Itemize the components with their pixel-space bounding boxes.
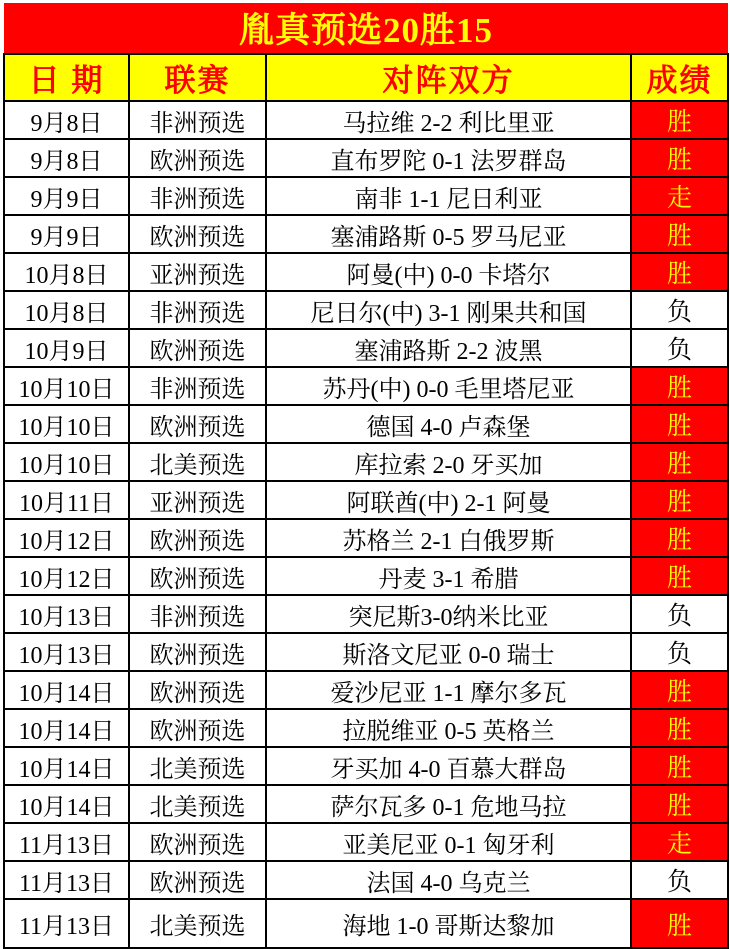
result-cell: 胜 bbox=[631, 557, 728, 595]
date-cell: 10月10日 bbox=[4, 367, 129, 405]
result-cell: 胜 bbox=[631, 443, 728, 481]
league-cell: 北美预选 bbox=[129, 785, 266, 823]
result-cell: 胜 bbox=[631, 481, 728, 519]
result-cell: 胜 bbox=[631, 367, 728, 405]
title-row bbox=[4, 3, 728, 54]
date-cell: 10月13日 bbox=[4, 595, 129, 633]
result-cell: 胜 bbox=[631, 101, 728, 139]
match-cell: 法国 4-0 乌克兰 bbox=[266, 861, 631, 899]
league-cell: 欧洲预选 bbox=[129, 823, 266, 861]
league-cell: 非洲预选 bbox=[129, 595, 266, 633]
match-cell: 南非 1-1 尼日利亚 bbox=[266, 177, 631, 215]
match-cell: 亚美尼亚 0-1 匈牙利 bbox=[266, 823, 631, 861]
match-row bbox=[4, 291, 728, 329]
match-row bbox=[4, 747, 728, 785]
col-header-date: 日 期 bbox=[4, 54, 129, 101]
league-cell: 欧洲预选 bbox=[129, 861, 266, 899]
result-cell: 负 bbox=[631, 595, 728, 633]
date-cell: 10月8日 bbox=[4, 253, 129, 291]
league-cell: 欧洲预选 bbox=[129, 519, 266, 557]
match-cell: 尼日尔(中) 3-1 刚果共和国 bbox=[266, 291, 631, 329]
match-row bbox=[4, 215, 728, 253]
result-cell: 胜 bbox=[631, 139, 728, 177]
match-row bbox=[4, 405, 728, 443]
date-cell: 9月8日 bbox=[4, 101, 129, 139]
match-row bbox=[4, 823, 728, 861]
match-row bbox=[4, 101, 728, 139]
match-cell: 苏格兰 2-1 白俄罗斯 bbox=[266, 519, 631, 557]
result-cell: 走 bbox=[631, 823, 728, 861]
match-cell: 牙买加 4-0 百慕大群岛 bbox=[266, 747, 631, 785]
match-cell: 马拉维 2-2 利比里亚 bbox=[266, 101, 631, 139]
match-row bbox=[4, 633, 728, 671]
league-cell: 非洲预选 bbox=[129, 367, 266, 405]
date-cell: 10月10日 bbox=[4, 443, 129, 481]
match-cell: 海地 1-0 哥斯达黎加 bbox=[266, 899, 631, 948]
league-cell: 欧洲预选 bbox=[129, 329, 266, 367]
league-cell: 欧洲预选 bbox=[129, 633, 266, 671]
league-cell: 亚洲预选 bbox=[129, 481, 266, 519]
league-cell: 欧洲预选 bbox=[129, 671, 266, 709]
match-cell: 阿曼(中) 0-0 卡塔尔 bbox=[266, 253, 631, 291]
league-cell: 北美预选 bbox=[129, 899, 266, 948]
match-row bbox=[4, 557, 728, 595]
match-cell: 突尼斯3-0纳米比亚 bbox=[266, 595, 631, 633]
result-cell: 胜 bbox=[631, 785, 728, 823]
match-row bbox=[4, 367, 728, 405]
match-row bbox=[4, 253, 728, 291]
result-cell: 胜 bbox=[631, 747, 728, 785]
date-cell: 11月13日 bbox=[4, 823, 129, 861]
result-cell: 胜 bbox=[631, 405, 728, 443]
league-cell: 非洲预选 bbox=[129, 101, 266, 139]
match-row bbox=[4, 519, 728, 557]
league-cell: 欧洲预选 bbox=[129, 709, 266, 747]
result-cell: 负 bbox=[631, 291, 728, 329]
match-row bbox=[4, 481, 728, 519]
match-cell: 爱沙尼亚 1-1 摩尔多瓦 bbox=[266, 671, 631, 709]
match-cell: 阿联酋(中) 2-1 阿曼 bbox=[266, 481, 631, 519]
match-cell: 塞浦路斯 2-2 波黑 bbox=[266, 329, 631, 367]
col-header-match: 对阵双方 bbox=[266, 54, 631, 101]
league-cell: 亚洲预选 bbox=[129, 253, 266, 291]
match-cell: 德国 4-0 卢森堡 bbox=[266, 405, 631, 443]
match-row bbox=[4, 861, 728, 899]
date-cell: 9月8日 bbox=[4, 139, 129, 177]
date-cell: 11月13日 bbox=[4, 861, 129, 899]
result-cell: 负 bbox=[631, 861, 728, 899]
col-header-league: 联赛 bbox=[129, 54, 266, 101]
result-cell: 胜 bbox=[631, 899, 728, 948]
date-cell: 10月14日 bbox=[4, 785, 129, 823]
match-cell: 丹麦 3-1 希腊 bbox=[266, 557, 631, 595]
match-cell: 苏丹(中) 0-0 毛里塔尼亚 bbox=[266, 367, 631, 405]
header-row bbox=[4, 54, 728, 101]
result-cell: 负 bbox=[631, 633, 728, 671]
match-row bbox=[4, 329, 728, 367]
league-cell: 北美预选 bbox=[129, 747, 266, 785]
match-cell: 拉脱维亚 0-5 英格兰 bbox=[266, 709, 631, 747]
date-cell: 10月9日 bbox=[4, 329, 129, 367]
match-row bbox=[4, 709, 728, 747]
date-cell: 10月11日 bbox=[4, 481, 129, 519]
date-cell: 10月10日 bbox=[4, 405, 129, 443]
match-row bbox=[4, 671, 728, 709]
result-cell: 胜 bbox=[631, 215, 728, 253]
date-cell: 10月14日 bbox=[4, 747, 129, 785]
league-cell: 非洲预选 bbox=[129, 291, 266, 329]
match-cell: 库拉索 2-0 牙买加 bbox=[266, 443, 631, 481]
league-cell: 非洲预选 bbox=[129, 177, 266, 215]
match-row bbox=[4, 595, 728, 633]
prediction-table bbox=[3, 3, 729, 949]
date-cell: 10月12日 bbox=[4, 519, 129, 557]
match-cell: 塞浦路斯 0-5 罗马尼亚 bbox=[266, 215, 631, 253]
match-cell: 斯洛文尼亚 0-0 瑞士 bbox=[266, 633, 631, 671]
league-cell: 北美预选 bbox=[129, 443, 266, 481]
result-cell: 负 bbox=[631, 329, 728, 367]
date-cell: 10月12日 bbox=[4, 557, 129, 595]
date-cell: 10月14日 bbox=[4, 709, 129, 747]
date-cell: 10月13日 bbox=[4, 633, 129, 671]
match-row bbox=[4, 785, 728, 823]
result-cell: 走 bbox=[631, 177, 728, 215]
table-title: 胤真预选20胜15 bbox=[4, 3, 728, 54]
match-row bbox=[4, 139, 728, 177]
date-cell: 11月13日 bbox=[4, 899, 129, 948]
result-cell: 胜 bbox=[631, 709, 728, 747]
result-cell: 胜 bbox=[631, 671, 728, 709]
date-cell: 10月14日 bbox=[4, 671, 129, 709]
date-cell: 9月9日 bbox=[4, 215, 129, 253]
league-cell: 欧洲预选 bbox=[129, 139, 266, 177]
match-row bbox=[4, 899, 728, 948]
match-row bbox=[4, 443, 728, 481]
match-cell: 直布罗陀 0-1 法罗群岛 bbox=[266, 139, 631, 177]
date-cell: 9月9日 bbox=[4, 177, 129, 215]
result-cell: 胜 bbox=[631, 519, 728, 557]
result-cell: 胜 bbox=[631, 253, 728, 291]
league-cell: 欧洲预选 bbox=[129, 557, 266, 595]
match-row bbox=[4, 177, 728, 215]
col-header-result: 成绩 bbox=[631, 54, 728, 101]
date-cell: 10月8日 bbox=[4, 291, 129, 329]
league-cell: 欧洲预选 bbox=[129, 215, 266, 253]
match-cell: 萨尔瓦多 0-1 危地马拉 bbox=[266, 785, 631, 823]
league-cell: 欧洲预选 bbox=[129, 405, 266, 443]
